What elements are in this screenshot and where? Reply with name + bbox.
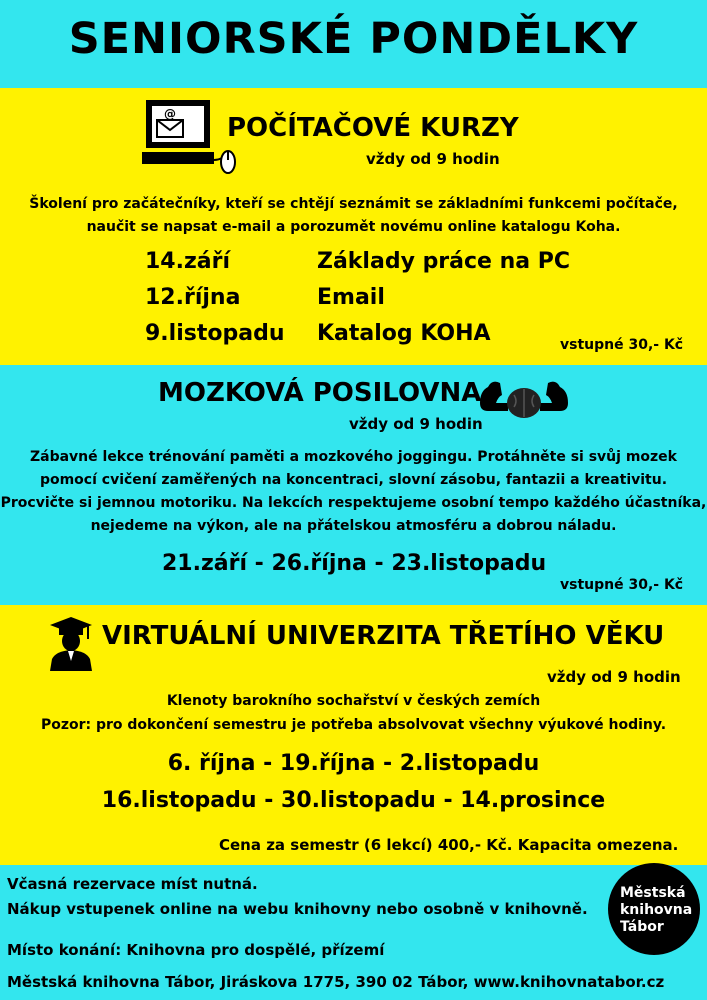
brain-gym-description-4: nejedeme na výkon, ale na přátelskou atmosféru a dobrou náladu. — [90, 518, 617, 534]
footer-address: Městská knihovna Tábor, Jiráskova 1775, 390 02 Tábor, www.knihovnatabor.cz — [7, 973, 665, 991]
computer-course-title: POČÍTAČOVÉ KURZY — [227, 113, 519, 143]
strong-brain-icon — [478, 373, 570, 421]
footer-tickets: Nákup vstupenek online na webu knihovny nebo osobně v knihovně. — [7, 900, 588, 918]
svg-text:@: @ — [164, 107, 176, 121]
session-date: 12.října — [145, 285, 241, 310]
session-topic: Základy práce na PC — [317, 249, 571, 274]
university-section — [0, 605, 707, 865]
logo-text-1: Městská — [620, 885, 686, 901]
session-topic: Katalog KOHA — [317, 321, 491, 346]
university-title: VIRTUÁLNÍ UNIVERZITA TŘETÍHO VĚKU — [102, 621, 665, 651]
university-dates-1: 6. října - 19.října - 2.listopadu — [167, 751, 540, 776]
logo-text-2: knihovna — [620, 902, 693, 918]
brain-gym-schedule: vždy od 9 hodin — [349, 415, 483, 433]
university-note: Pozor: pro dokončení semestru je potřeba absolvovat všechny výukové hodiny. — [40, 717, 667, 733]
computer-icon — [140, 98, 240, 178]
university-schedule: vždy od 9 hodin — [547, 668, 681, 686]
brain-gym-section — [0, 365, 707, 605]
brain-gym-description-3: Procvičte si jemnou motoriku. Na lekcích respektujeme osobní tempo každého účastníka, — [0, 495, 707, 511]
brain-gym-description-2: pomocí cvičení zaměřených na koncentraci, slovní zásobu, fantazii a kreativitu. — [39, 472, 668, 488]
session-date: 9.listopadu — [145, 321, 285, 346]
logo-text-3: Tábor — [620, 919, 664, 935]
university-topic: Klenoty barokního sochařství v českých zemích — [166, 693, 541, 709]
computer-course-section — [0, 88, 707, 365]
computer-course-fee: vstupné 30,- Kč — [560, 337, 684, 353]
header-band — [0, 0, 707, 88]
footer-venue: Místo konání: Knihovna pro dospělé, přízemí — [7, 941, 385, 959]
graduate-icon — [46, 617, 96, 671]
library-logo — [608, 863, 700, 955]
brain-gym-dates: 21.září - 26.října - 23.listopadu — [162, 551, 547, 576]
brain-gym-description-1: Zábavné lekce trénování paměti a mozkového joggingu. Protáhněte si svůj mozek — [29, 449, 677, 465]
session-date: 14.září — [145, 249, 231, 274]
computer-course-schedule: vždy od 9 hodin — [366, 150, 500, 168]
brain-gym-title: MOZKOVÁ POSILOVNA — [158, 378, 482, 408]
brain-gym-fee: vstupné 30,- Kč — [560, 577, 684, 593]
footer-section — [0, 865, 707, 1000]
university-price: Cena za semestr (6 lekcí) 400,- Kč. Kapacita omezena. — [219, 836, 679, 854]
computer-course-description-1: Školení pro začátečníky, kteří se chtějí seznámit se základními funkcemi počítače, — [29, 196, 678, 212]
university-dates-2: 16.listopadu - 30.listopadu - 14.prosince — [101, 788, 606, 813]
footer-reservation: Včasná rezervace míst nutná. — [7, 875, 258, 893]
page-title: SENIORSKÉ PONDĚLKY — [68, 14, 639, 64]
session-topic: Email — [317, 285, 385, 310]
computer-course-description-2: naučit se napsat e-mail a porozumět novému online katalogu Koha. — [86, 219, 621, 235]
